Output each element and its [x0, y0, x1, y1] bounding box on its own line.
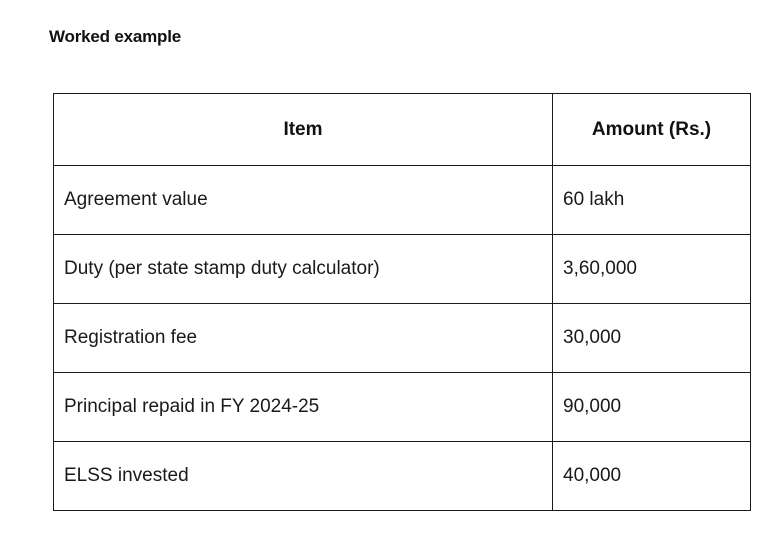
item-cell: ELSS invested [54, 442, 553, 511]
table-row [54, 373, 751, 442]
amount-cell: 30,000 [553, 304, 751, 373]
table-row [54, 166, 751, 235]
amount-cell: 40,000 [553, 442, 751, 511]
table-row [54, 304, 751, 373]
table-header-row [54, 94, 751, 166]
amount-cell: 3,60,000 [553, 235, 751, 304]
amount-cell: 90,000 [553, 373, 751, 442]
item-cell: Principal repaid in FY 2024-25 [54, 373, 553, 442]
item-cell: Agreement value [54, 166, 553, 235]
section-heading: Worked example [49, 27, 181, 46]
item-cell: Duty (per state stamp duty calculator) [54, 235, 553, 304]
worked-example-table [53, 93, 751, 511]
amount-cell: 60 lakh [553, 166, 751, 235]
table-row [54, 235, 751, 304]
table-row [54, 442, 751, 511]
column-header-amount: Amount (Rs.) [553, 94, 751, 166]
item-cell: Registration fee [54, 304, 553, 373]
column-header-item: Item [54, 94, 553, 166]
